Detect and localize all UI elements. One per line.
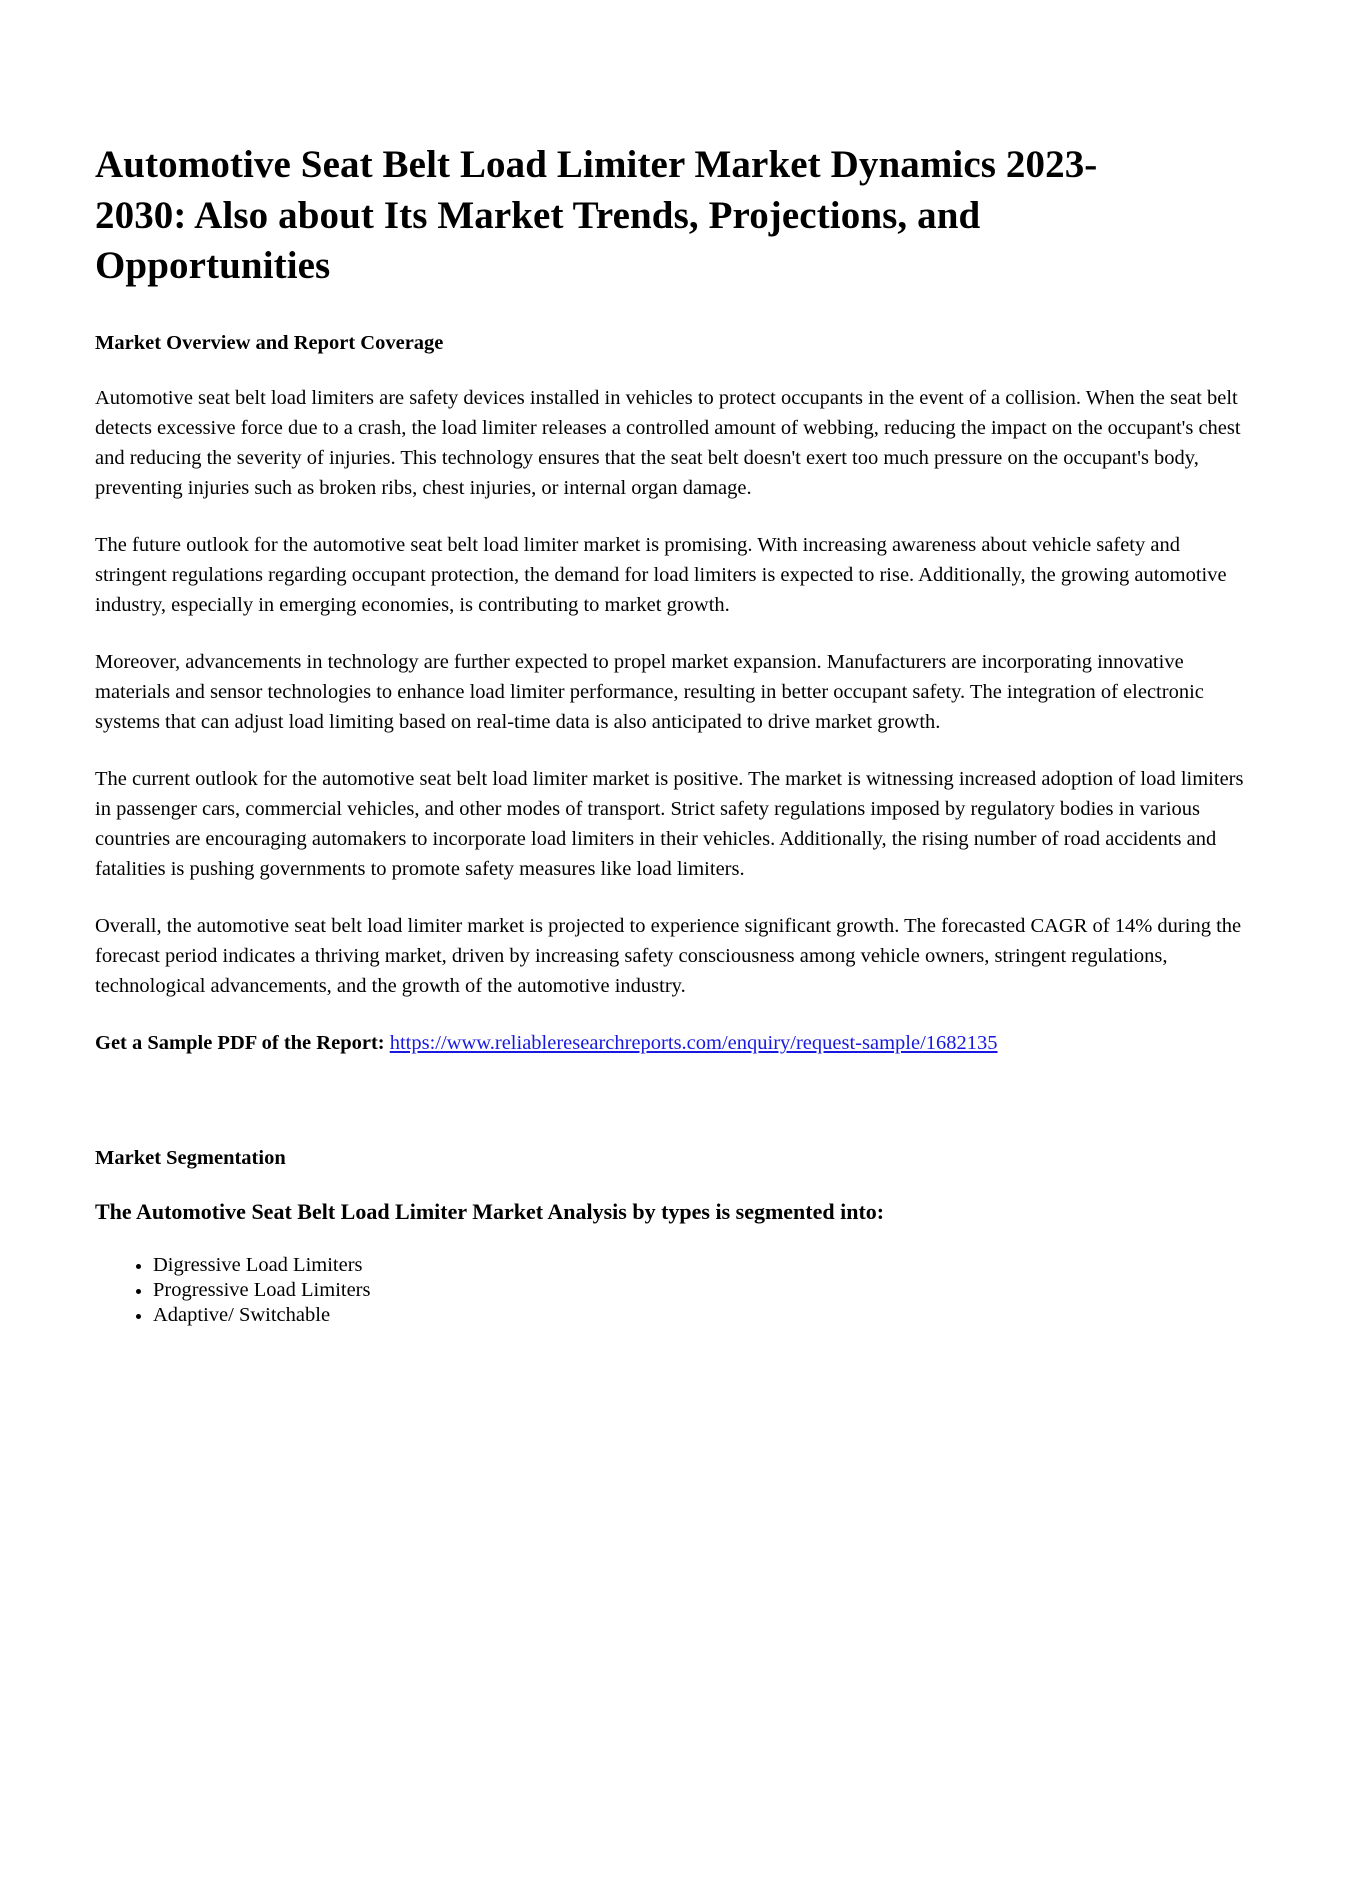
segmentation-type-list <box>95 1253 1250 1329</box>
list-item: • Progressive Load Limiters <box>153 1278 1250 1303</box>
overview-paragraph-5: Overall, the automotive seat belt load limiter market is projected to experience significant growth. The forecasted CAGR of 14% during the forecast period indicates a thriving market, driven by increasing safety consciousness among vehicle owners, stringent regulations, technological advancements, and the growth of the automotive industry. <box>95 915 1242 998</box>
market-overview-heading: Market Overview and Report Coverage <box>95 332 444 355</box>
overview-paragraph-2: The future outlook for the automotive seat belt load limiter market is promising. With increasing awareness about vehicle safety and stringent regulations regarding occupant protection, the demand for load limiters is expected to rise. Additionally, the growing automotive industry, especially in emerging economies, is contributing to market growth. <box>95 533 1227 616</box>
market-segmentation-heading: Market Segmentation <box>95 1147 286 1170</box>
sample-pdf-link[interactable]: https://www.reliableresearchreports.com/enquiry/request-sample/1682135 <box>389 1032 998 1055</box>
list-item: • Digressive Load Limiters <box>153 1253 1250 1278</box>
overview-paragraph-1: Automotive seat belt load limiters are safety devices installed in vehicles to protect occupants in the event of a collision. When the seat belt detects excessive force due to a crash, the load limiter releases a controlled amount of webbing, reducing the impact on the occupant's chest and reducing the severity of injuries. This technology ensures that the seat belt doesn't exert too much pressure on the occupant's body, preventing injuries such as broken ribs, chest injuries, or internal organ damage. <box>95 386 1241 499</box>
page-title: Automotive Seat Belt Load Limiter Market Dynamics 2023-2030: Also about Its Market Trends, Projections, and Opportunities <box>95 143 1098 288</box>
overview-paragraph-4: The current outlook for the automotive seat belt load limiter market is positive. The market is witnessing increased adoption of load limiters in passenger cars, commercial vehicles, and other modes of transport. Strict safety regulations imposed by regulatory bodies in various countries are encouraging automakers to incorporate load limiters in their vehicles. Additionally, the rising number of road accidents and fatalities is pushing governments to promote safety measures like load limiters. <box>95 768 1244 881</box>
sample-pdf-line <box>95 1028 1250 1058</box>
sample-pdf-label: Get a Sample PDF of the Report: <box>95 1032 385 1055</box>
list-item: • Adaptive/ Switchable <box>153 1303 1250 1328</box>
overview-paragraph-3: Moreover, advancements in technology are further expected to propel market expansion. Manufacturers are incorporating innovative materials and sensor technologies to enhance load limiter performance, resulting in better occupant safety. The integration of electronic systems that can adjust load limiting based on real-time data is also anticipated to drive market growth. <box>95 650 1204 733</box>
content-spacer <box>95 1085 1250 1145</box>
segmentation-types-subheading: The Automotive Seat Belt Load Limiter Market Analysis by types is segmented into: <box>95 1198 885 1224</box>
